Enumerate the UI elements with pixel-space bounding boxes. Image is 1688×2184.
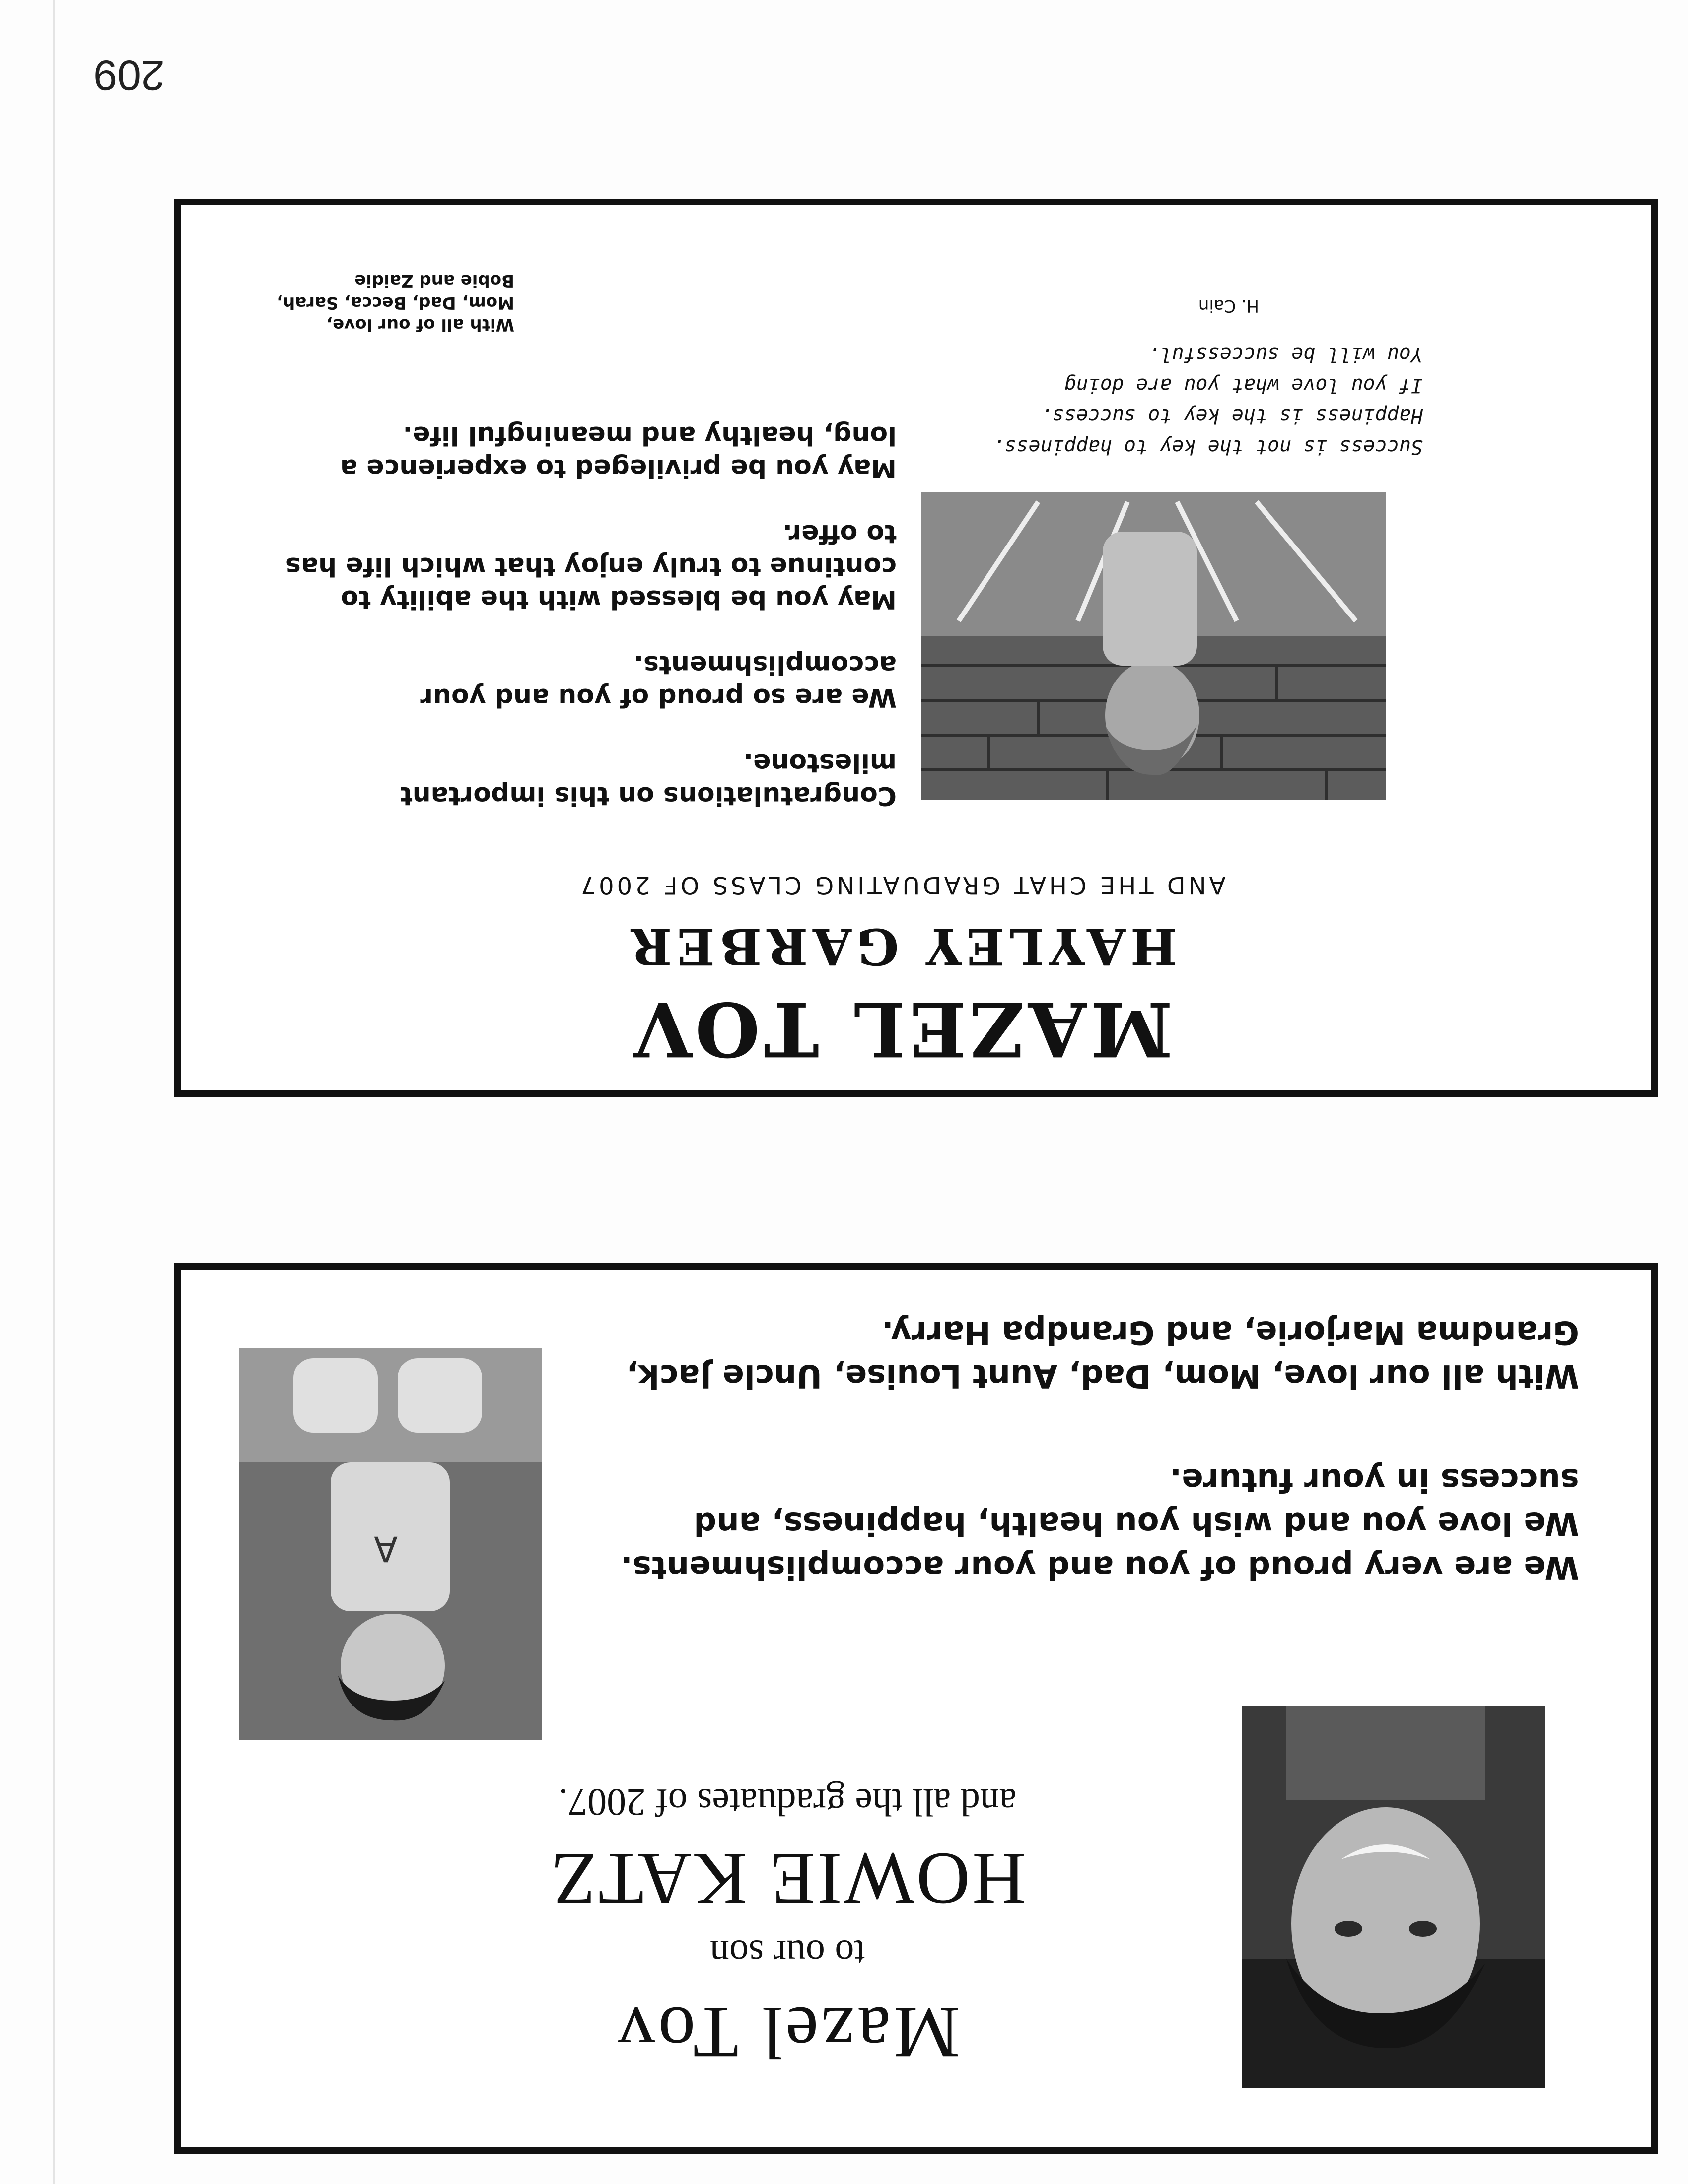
quote-attribution: H. Cain [1198,296,1259,316]
hayley-name: HAYLEY GARBER [626,917,1178,976]
hayley-signature [216,270,514,336]
howie-child-photo-art [239,1348,542,1740]
cain-quote [867,339,1423,462]
howie-message: We are very proud of you and your accomplishments. We love you and wish you health, happiness, and success in your future. [620,1461,1579,1585]
signature-line: Mom, Dad, Becca, Sarah, [277,293,514,313]
mazel-tov-heading: MAZEL TOV [631,985,1173,1073]
howie-teen-photo-art [1242,1706,1545,2088]
howie-subtitle: to our son [710,1932,865,1976]
message-paragraph: May you be privileged to experience a long, healthy and meaningful life. [340,420,897,483]
page-number: 209 [93,51,165,99]
howie-katz-ad [174,1263,1658,2154]
quote-line: Happiness is the key to success. [1040,405,1423,427]
hayley-message [276,386,897,812]
howie-signature: With all our love, Mom, Dad, Aunt Louise, Uncle Jack, Grandma Marjorie, and Grandpa Harry. [626,1314,1579,1394]
scan-edge-line [53,0,55,2184]
hayley-photo-art [921,492,1386,800]
signature-line: With all of our love, [326,315,514,335]
message-paragraph: We are so proud of you and your accomplishments. [420,650,897,712]
quote-line: You will be successful. [1148,343,1423,366]
message-paragraph: May you be blessed with the ability to continue to truly enjoy that which life has to offer. [285,519,897,614]
message-paragraph: Congratulations on this important milestone. [400,748,897,811]
howie-teen-photo [1242,1706,1545,2088]
signature-line: Bobie and Zaidie [354,271,514,291]
howie-child-photo [239,1348,542,1740]
shirt-letter: A [374,1528,398,1569]
quote-line: Success is not the key to happiness. [992,435,1423,458]
class-of-2007-line: AND THE CHAT GRADUATING CLASS OF 2007 [577,871,1226,899]
hayley-photo [921,492,1386,800]
quote-line: If you love what you are doing [1064,374,1423,397]
hayley-garber-ad [174,199,1658,1097]
mazel-tov-title: Mazel Tov [615,1991,960,2074]
howie-name: HOWIE KATZ [549,1838,1026,1920]
howie-graduates-line: and all the graduates of 2007. [558,1781,1017,1824]
